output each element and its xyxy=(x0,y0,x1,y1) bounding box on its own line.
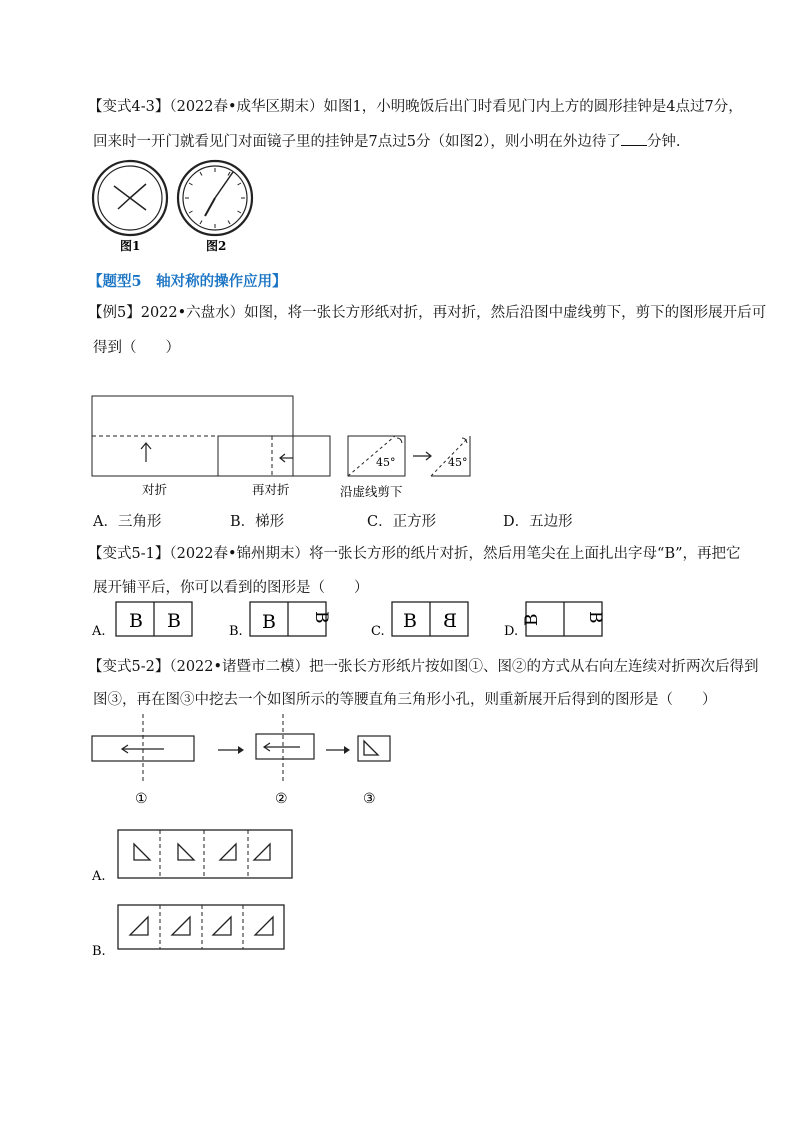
section-heading: 【题型5 轴对称的操作应用】 xyxy=(88,273,287,290)
q52-label-b[interactable]: B. xyxy=(92,944,106,959)
letter-b: B xyxy=(167,610,181,632)
letter-b: B xyxy=(262,611,276,633)
q52-folding-figure xyxy=(90,712,410,812)
q52-line1: 【变式5-2】（2022•诸暨市二模）把一张长方形纸片按如图①、图②的方式从右向左连续对折两次后得到 xyxy=(88,659,759,675)
q43-line2 xyxy=(93,131,681,152)
folded-paper xyxy=(218,436,330,476)
letter-b-mirrored: B xyxy=(443,610,457,632)
ex5-option-a[interactable]: A．三角形 xyxy=(93,514,162,530)
q52-label-a[interactable]: A. xyxy=(92,869,106,884)
q52-option-b-figure xyxy=(90,903,300,963)
q43-line1: 【变式4-3】（2022春•成华区期末）如图1，小明晚饭后出门时看见门内上方的圆形挂钟是4点过7分， xyxy=(88,99,743,115)
caption-fold-again: 再对折 xyxy=(252,482,290,497)
q51-label-b[interactable]: B. xyxy=(229,624,243,639)
q51-options-figure xyxy=(90,598,620,643)
circle-label-1: ① xyxy=(135,791,148,807)
circle-label-2: ② xyxy=(275,791,288,807)
letter-b-rotated: B xyxy=(585,611,605,624)
strip-step3 xyxy=(358,736,390,761)
angle-label-2: 45° xyxy=(448,456,468,469)
fig2-label: 图2 xyxy=(206,239,227,253)
circle-label-3: ③ xyxy=(363,791,376,807)
answer-blank[interactable] xyxy=(621,131,647,146)
clock-2 xyxy=(178,161,252,235)
letter-b-rotated: B xyxy=(522,613,542,626)
fig1-label: 图1 xyxy=(120,239,141,253)
letter-b: B xyxy=(129,610,143,632)
clock-figures xyxy=(90,160,270,255)
caption-fold: 对折 xyxy=(142,482,168,497)
ex5-option-d[interactable]: D．五边形 xyxy=(503,514,573,530)
ex5-line2: 得到（ ） xyxy=(93,340,180,356)
ex5-figure xyxy=(90,392,490,502)
letter-b-rotated: B xyxy=(311,611,331,624)
clock-1 xyxy=(93,161,167,235)
q51-label-d[interactable]: D. xyxy=(504,624,519,639)
ex5-option-c[interactable]: C．正方形 xyxy=(367,514,437,530)
q51-label-c[interactable]: C. xyxy=(371,624,385,639)
q51-line2: 展开铺平后，你可以看到的图形是（ ） xyxy=(93,580,369,596)
letter-b: B xyxy=(403,610,417,632)
q43-line2-text: 回来时一开门就看见门对面镜子里的挂钟是7点过5分（如图2），则小明在外边待了 xyxy=(93,134,621,150)
caption-cut: 沿虚线剪下 xyxy=(340,484,403,499)
q43-line2-end: 分钟. xyxy=(646,134,681,150)
ex5-line1: 【例5】2022•六盘水）如图，将一张长方形纸对折，再对折，然后沿图中虚线剪下，剪下的图形展开后可 xyxy=(88,305,767,321)
q52-option-a-figure xyxy=(90,828,300,888)
q51-label-a[interactable]: A. xyxy=(92,624,106,639)
q52-line2: 图③，再在图③中挖去一个如图所示的等腰直角三角形小孔，则重新展开后得到的图形是（ ） xyxy=(93,692,717,708)
ex5-option-b[interactable]: B．梯形 xyxy=(230,514,285,530)
angle-label-1: 45° xyxy=(376,456,396,469)
q51-line1: 【变式5-1】（2022春•锦州期末）将一张长方形的纸片对折，然后用笔尖在上面扎出字母“B”，再把它 xyxy=(88,546,741,562)
